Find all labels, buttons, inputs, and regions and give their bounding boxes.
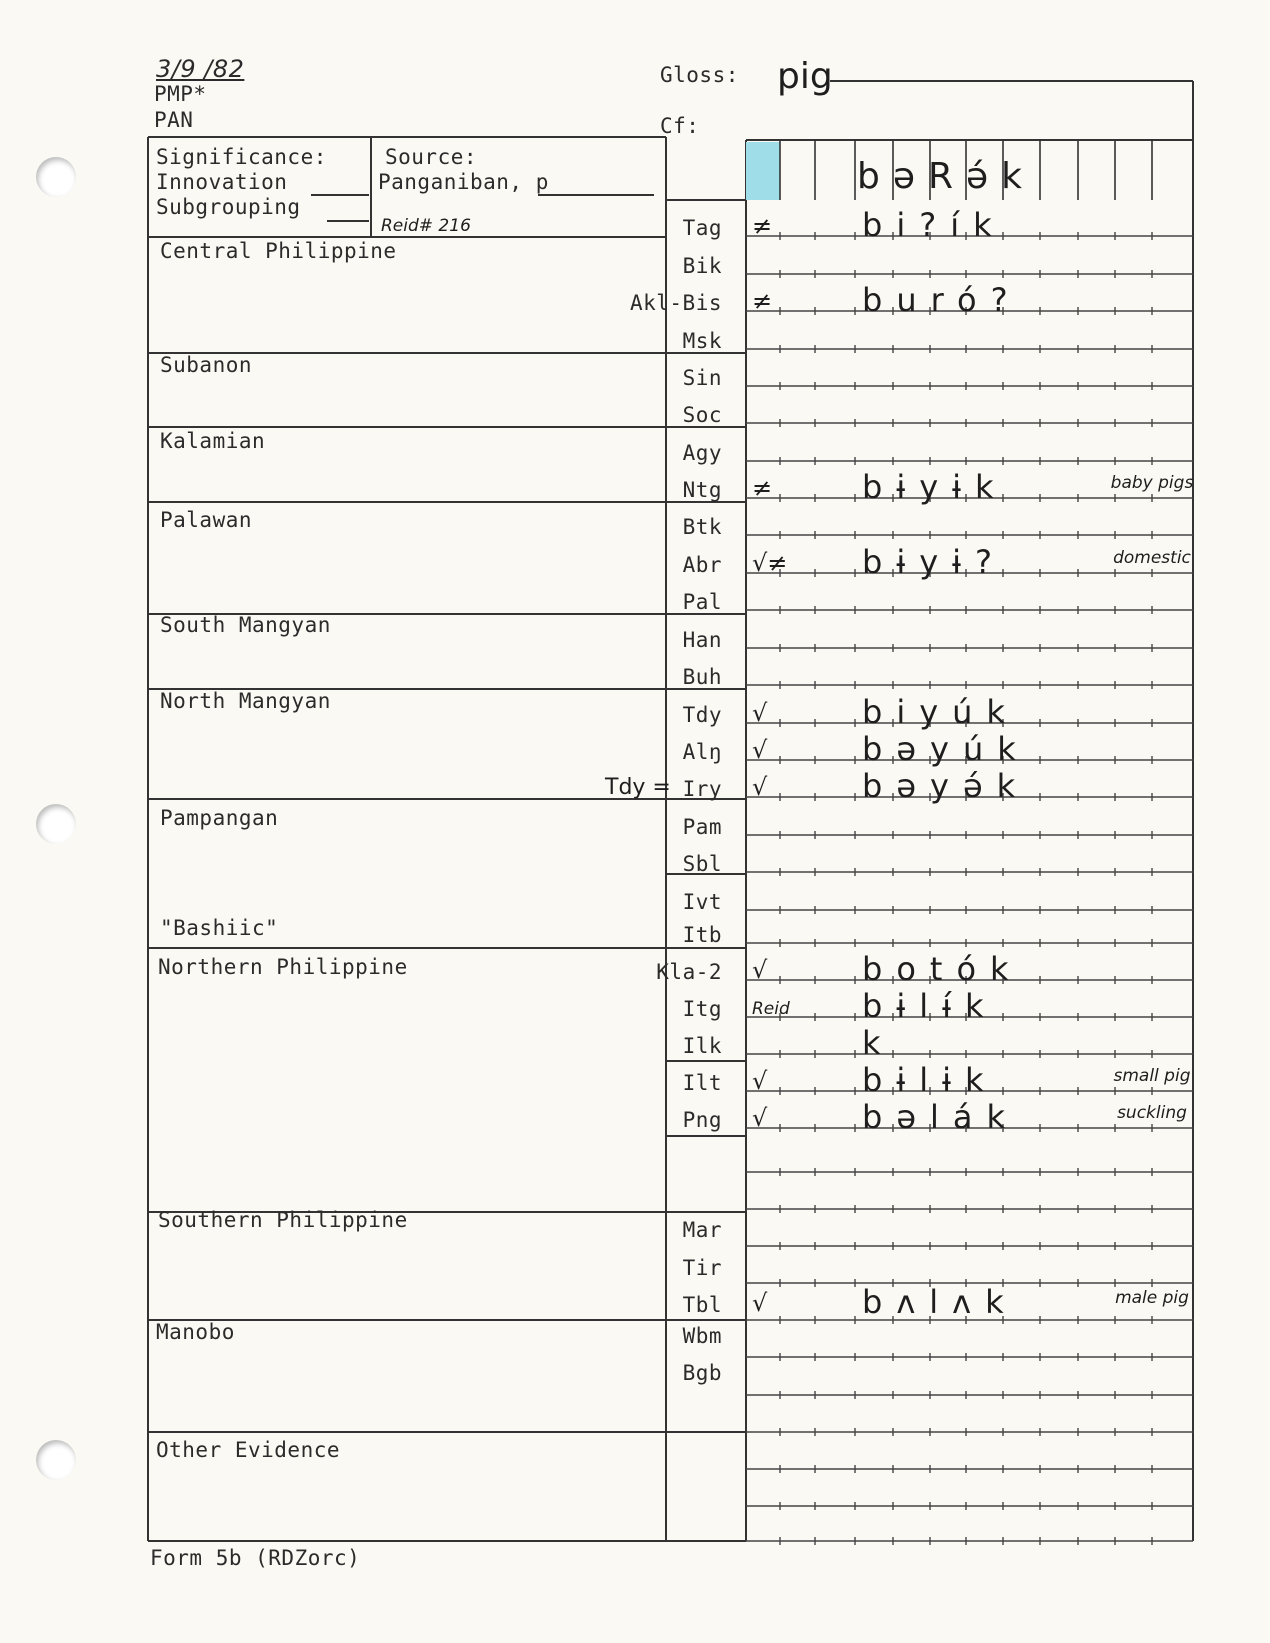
subgrouping-label: Subgrouping [156,195,301,219]
lang-form: bʌlʌk [862,1283,1018,1321]
lang-code: Buh [682,665,722,689]
reconstruction-form: bəRə́k [857,156,1036,197]
lang-code: Han [682,628,722,652]
innovation-blank [311,194,369,196]
lang-code: Bik [682,254,722,278]
source-blank [538,194,654,196]
lang-code: Wbm [682,1324,722,1348]
lang-code: Pal [682,590,722,614]
group-pampangan: Pampangan [160,806,279,830]
group-palawan: Palawan [160,508,253,532]
lang-code: Btk [682,515,722,539]
lang-mark: √ [752,773,768,801]
lang-code: Tir [682,1256,722,1280]
source-label: Source: [385,145,478,169]
lang-form: bɨyɨ? [862,543,1007,581]
lang-code: Itb [682,923,722,947]
lang-mark: √ [752,956,768,984]
form-footer: Form 5b (RDZorc) [150,1546,361,1570]
lang-note: male pig [1115,1288,1189,1308]
group-southern-philippine: Southern Philippine [158,1208,408,1232]
lang-code: Tbl [682,1293,722,1317]
lang-form: bəyúk [862,730,1030,768]
group-manobo: Manobo [156,1320,235,1344]
lang-mark: ≠ [752,474,773,502]
lang-mark: √ [752,1067,768,1095]
lang-code: Ilt [682,1071,722,1095]
lang-code: Akl-Bis [629,291,722,315]
lang-code: Alŋ [682,740,722,764]
lang-note: baby pigs [1110,473,1194,493]
lang-code: Ivt [682,890,722,914]
group-central-philippine: Central Philippine [160,239,397,263]
lang-form: k [862,1024,895,1062]
lang-code: Soc [682,403,722,427]
lang-form: bəyə́k [862,767,1030,805]
lang-prefix-note: Tdy = [605,775,671,800]
group-south-mangyan: South Mangyan [160,613,331,637]
lang-code: Iry [682,777,722,801]
cf-label: Cf: [660,114,700,138]
lang-code: Ilk [682,1034,722,1058]
gloss-value: pig [777,56,833,97]
lang-code: Pam [682,815,722,839]
lang-form: biyúk [862,693,1019,731]
lang-mark: ≠ [752,212,773,240]
group-subanon: Subanon [160,353,253,377]
lang-code: Agy [682,441,722,465]
lang-mark: √ [752,699,768,727]
innovation-label: Innovation [156,170,288,194]
group-northern-philippine: Northern Philippine [158,955,408,979]
group-kalamian: Kalamian [160,429,266,453]
group-other-evidence: Other Evidence [156,1438,341,1462]
lang-code: Abr [682,553,722,577]
lang-code: Kla-2 [656,960,722,984]
group-bashiic: "Bashiic" [160,916,279,940]
lang-mark: Reid [752,999,790,1019]
lang-code: Sbl [682,852,722,876]
lang-mark: √ [752,1289,768,1317]
lang-code: Itg [682,997,722,1021]
subgrouping-blank [327,220,369,222]
lang-code: Png [682,1108,722,1132]
lang-code: Sin [682,366,722,390]
lang-note: small pig [1113,1066,1191,1086]
lang-code: Mar [682,1218,722,1242]
lang-code: Ntg [682,478,722,502]
group-north-mangyan: North Mangyan [160,689,331,713]
lang-form: bəlák [862,1098,1020,1136]
lang-form: buró? [862,281,1022,319]
lang-form: bɨlɨ́k [862,987,998,1025]
lang-mark: √ [752,1104,768,1132]
lang-code: Tdy [682,703,722,727]
level-pmp: PMP* [154,82,207,106]
lang-code: Tag [682,216,722,240]
lang-note: suckling [1117,1103,1187,1123]
gloss-label: Gloss: [660,63,739,87]
lang-form: botók [862,950,1023,988]
source-value: Panganiban, p [378,170,549,194]
lang-code: Msk [682,329,722,353]
lang-mark: √ [752,736,768,764]
lang-code: Bgb [682,1361,722,1385]
lang-form: bi?ík [862,206,1006,244]
date-field: 3/9 /82 [156,55,245,83]
level-pan: PAN [154,108,194,132]
lang-form: bɨyɨk [862,468,1008,506]
lang-note: domestic [1113,548,1191,568]
reid-reference: Reid# 216 [381,216,471,236]
lang-mark: √≠ [752,549,788,577]
lang-form: bɨlɨk [862,1061,998,1099]
lang-mark: ≠ [752,287,773,315]
significance-label: Significance: [156,145,327,169]
